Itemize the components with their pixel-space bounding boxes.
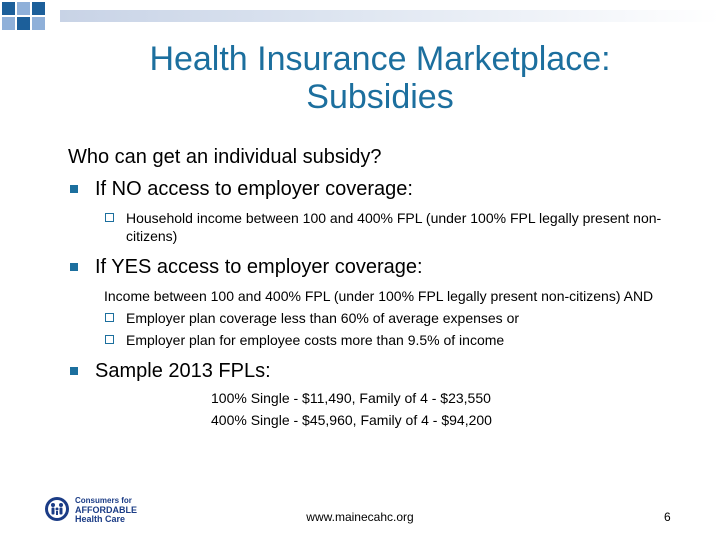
page-number: 6 [664, 510, 671, 524]
deco-square [32, 2, 45, 15]
logo-line-3: Health Care [75, 514, 126, 524]
deco-square [2, 17, 15, 30]
square-bullet-icon [70, 367, 78, 375]
bullet-yes-access [68, 255, 688, 279]
fpl-line: 100% Single - $11,490, Family of 4 - $23,550 [211, 390, 491, 406]
logo-line-1: Consumers for [75, 496, 132, 505]
sub-bullet [68, 331, 688, 349]
income-note: Income between 100 and 400% FPL (under 100% FPL legally present non-citizens) AND [104, 288, 654, 304]
slide-body [68, 145, 688, 431]
hollow-square-bullet-icon [105, 335, 114, 344]
deco-square [2, 2, 15, 15]
sub-bullet [68, 209, 688, 245]
sub-bullet [68, 309, 688, 327]
bullet-text: If NO access to employer coverage: [95, 178, 413, 200]
bullet-text: If YES access to employer coverage: [95, 256, 423, 278]
top-gradient-bar [60, 10, 720, 22]
bullet-text: Sample 2013 FPLs: [95, 360, 271, 382]
deco-square [17, 17, 30, 30]
sub-bullet-text: Employer plan coverage less than 60% of average expenses or [126, 310, 520, 326]
bullet-no-access [68, 177, 688, 201]
square-bullet-icon [70, 263, 78, 271]
bullet-sample-fpl [68, 359, 688, 383]
sub-bullet-text: Employer plan for employee costs more than 9.5% of income [126, 332, 505, 348]
top-decoration [0, 0, 720, 40]
deco-square [17, 2, 30, 15]
intro-text: Who can get an individual subsidy? [68, 146, 382, 168]
title-line-2: Subsidies [306, 78, 454, 116]
logo-line-2: AFFORDABLE [75, 504, 137, 515]
hollow-square-bullet-icon [105, 213, 114, 222]
sub-bullet-text: Household income between 100 and 400% FPL (under 100% FPL legally present non-citizens) [126, 210, 662, 244]
hollow-square-bullet-icon [105, 313, 114, 322]
deco-square [32, 17, 45, 30]
title-line-1: Health Insurance Marketplace: [149, 40, 611, 78]
square-bullet-icon [70, 185, 78, 193]
footer-url: www.mainecahc.org [306, 510, 414, 524]
slide-title [60, 40, 700, 116]
fpl-line: 400% Single - $45,960, Family of 4 - $94,200 [211, 412, 492, 428]
